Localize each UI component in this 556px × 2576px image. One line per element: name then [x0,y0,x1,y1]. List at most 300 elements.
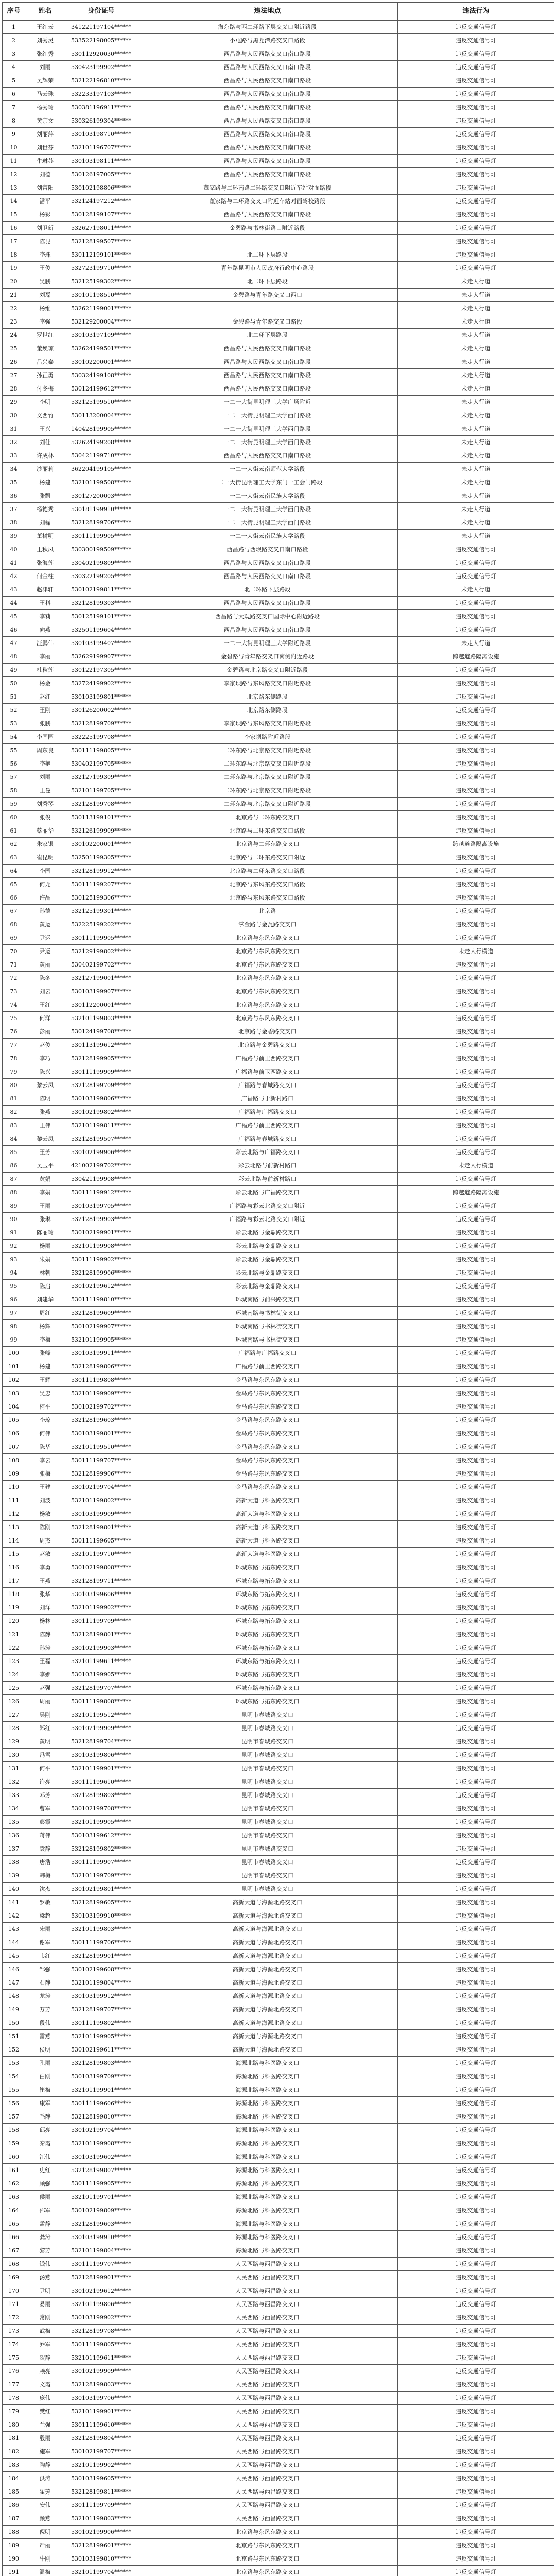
cell-location: 环城南路与书林街交叉口 [137,1320,398,1333]
cell-location: 广福路与于新村路口 [137,1092,398,1106]
cell-id-number: 532627198011****** [65,222,137,235]
cell-id-number: 532101199701****** [65,2191,137,2204]
cell-index: 52 [3,704,25,717]
cell-index: 136 [3,1829,25,1842]
cell-name: 李巧 [25,1052,65,1065]
table-row [3,945,554,958]
table-row [3,1869,554,1883]
table-row [3,1293,554,1307]
cell-index: 100 [3,1347,25,1360]
cell-violation: 违反交通信号灯 [398,1668,554,1682]
cell-id-number: 532128199802****** [65,1842,137,1856]
cell-location: 北京路与二环东路交叉口路段 [137,824,398,838]
cell-id-number: 530111199810****** [65,1293,137,1307]
cell-location: 金马路与东风东路交叉口 [137,1440,398,1454]
table-row [3,717,554,731]
cell-index: 108 [3,1454,25,1467]
table-row [3,1240,554,1253]
cell-name: 赵红 [25,690,65,704]
cell-id-number: 530102199906****** [65,1146,137,1159]
cell-id-number: 530102199901****** [65,1226,137,1240]
cell-id-number: 530402199809****** [65,556,137,570]
cell-location: 环城南路与书林街交叉口 [137,1307,398,1320]
table-row [3,664,554,677]
cell-index: 30 [3,409,25,422]
cell-id-number: 530111199707****** [65,2258,137,2271]
cell-violation: 违反交通信号灯 [398,2311,554,2325]
cell-location: 人民西路与西昌路交叉口 [137,2405,398,2418]
cell-index: 83 [3,1119,25,1132]
cell-name: 钱伟 [25,2258,65,2271]
cell-index: 189 [3,2539,25,2552]
cell-name: 赖亮 [25,2365,65,2378]
cell-violation: 违反交通信号灯 [398,1869,554,1883]
cell-index: 20 [3,275,25,289]
table-row [3,744,554,757]
cell-index: 68 [3,918,25,931]
table-row [3,1521,554,1534]
cell-index: 179 [3,2405,25,2418]
cell-name: 张红秀 [25,47,65,61]
cell-id-number: 532128199906****** [65,1467,137,1481]
cell-violation: 违反交通信号灯 [398,1226,554,1240]
cell-name: 吴鹏 [25,275,65,289]
cell-id-number: 532128199709****** [65,1079,137,1092]
table-row [3,1990,554,2003]
table-row [3,2566,554,2576]
cell-name: 杨敏 [25,1507,65,1521]
cell-index: 42 [3,570,25,583]
cell-location: 环城东路与拓东路交叉口 [137,1574,398,1588]
cell-location: 海东路与西二环路下层交叉口附近路段 [137,21,398,34]
cell-name: 宋丽 [25,1923,65,1936]
cell-violation: 违反交通信号灯 [398,1896,554,1909]
cell-index: 10 [3,141,25,155]
cell-name: 周东良 [25,744,65,757]
cell-index: 134 [3,1802,25,1816]
table-row [3,2418,554,2432]
cell-name: 李莉 [25,610,65,623]
cell-location: 人民西路与西昌路交叉口 [137,2365,398,2378]
table-row [3,1481,554,1494]
cell-location: 海源北路与科医路交叉口 [137,2204,398,2217]
cell-violation: 违反交通信号灯 [398,2405,554,2418]
cell-index: 31 [3,422,25,436]
cell-id-number: 530103199709****** [65,2070,137,2083]
cell-name: 王曼 [25,784,65,798]
table-row [3,396,554,409]
cell-id-number: 532101199811****** [65,1119,137,1132]
cell-name: 孙涛 [25,1641,65,1655]
cell-id-number: 532624199208****** [65,436,137,449]
cell-id-number: 532129199802****** [65,945,137,958]
cell-violation: 未走人行道 [398,449,554,463]
cell-name: 尹运 [25,945,65,958]
cell-location: 广福路与广福路交叉口 [137,1106,398,1119]
cell-violation: 违反交通信号灯 [398,2432,554,2445]
cell-location: 金马路与东风东路交叉口 [137,1374,398,1387]
cell-id-number: 530103199602****** [65,2150,137,2164]
table-row [3,114,554,128]
table-row [3,1400,554,1414]
table-row [3,623,554,637]
cell-violation: 违反交通信号灯 [398,2124,554,2137]
table-row [3,1440,554,1454]
cell-violation: 违反交通信号灯 [398,1682,554,1695]
cell-id-number: 530111199709****** [65,1615,137,1628]
table-row [3,1025,554,1039]
cell-index: 178 [3,2392,25,2405]
cell-index: 18 [3,248,25,262]
cell-id-number: 530111199902****** [65,1253,137,1266]
table-row [3,2392,554,2405]
cell-violation: 违反交通信号灯 [398,1722,554,1735]
cell-index: 89 [3,1199,25,1213]
cell-name: 柯平 [25,1400,65,1414]
table-row [3,463,554,476]
cell-location: 高新大道与海源北路交叉口 [137,1936,398,1950]
cell-index: 41 [3,556,25,570]
cell-violation: 违反交通信号灯 [398,168,554,181]
cell-violation: 违反交通信号灯 [398,664,554,677]
cell-index: 51 [3,690,25,704]
cell-location: 海源北路与科医路交叉口 [137,2191,398,2204]
cell-name: 王红 [25,998,65,1012]
cell-violation: 违反交通信号灯 [398,222,554,235]
cell-location: 西昌路与人民西路交叉口南口路段 [137,597,398,610]
cell-violation: 违反交通信号灯 [398,1574,554,1588]
cell-id-number: 532101199909****** [65,1387,137,1400]
cell-id-number: 532101199901****** [65,2083,137,2097]
cell-violation: 跨越道路隔离设施 [398,650,554,664]
cell-violation: 违反交通信号灯 [398,2150,554,2164]
cell-index: 167 [3,2244,25,2258]
cell-index: 143 [3,1923,25,1936]
cell-index: 60 [3,811,25,824]
cell-index: 118 [3,1588,25,1601]
cell-index: 117 [3,1574,25,1588]
cell-name: 文霞 [25,2378,65,2392]
cell-violation: 违反交通信号灯 [398,1749,554,1762]
cell-location: 金马路与东风东路交叉口 [137,1481,398,1494]
cell-violation: 违反交通信号灯 [398,2244,554,2258]
cell-violation: 违反交通信号灯 [398,1240,554,1253]
cell-name: 冯雪 [25,1749,65,1762]
cell-violation: 违反交通信号灯 [398,905,554,918]
cell-id-number: 530300199509****** [65,543,137,556]
cell-id-number: 530111199912****** [65,1186,137,1199]
cell-violation: 违反交通信号灯 [398,2271,554,2284]
cell-location: 广福路与前卫西路交叉口 [137,1065,398,1079]
cell-name: 何金柱 [25,570,65,583]
cell-id-number: 532126199909****** [65,824,137,838]
cell-index: 183 [3,2459,25,2472]
cell-name: 李园 [25,865,65,878]
cell-index: 132 [3,1775,25,1789]
cell-name: 杨丽 [25,1240,65,1253]
cell-violation: 违反交通信号灯 [398,195,554,208]
cell-name: 刘秀琴 [25,798,65,811]
cell-index: 125 [3,1682,25,1695]
cell-name: 王科 [25,597,65,610]
cell-name: 邓芳 [25,1789,65,1802]
cell-name: 侯丽 [25,2191,65,2204]
table-row [3,1507,554,1521]
cell-location: 海源北路与科医路交叉口 [137,2231,398,2244]
cell-name: 江伟 [25,2150,65,2164]
cell-violation: 未走人行道 [398,503,554,516]
cell-id-number: 530111199808****** [65,1374,137,1387]
cell-index: 177 [3,2378,25,2392]
cell-location: 北京路与东风东路交叉口 [137,2526,398,2539]
table-row [3,1307,554,1320]
cell-index: 93 [3,1253,25,1266]
table-row [3,690,554,704]
cell-index: 166 [3,2231,25,2244]
cell-location: 广福路与前卫西路交叉口 [137,1052,398,1065]
cell-id-number: 532128199711****** [65,1574,137,1588]
cell-index: 163 [3,2191,25,2204]
cell-violation: 违反交通信号灯 [398,1320,554,1333]
cell-index: 28 [3,382,25,396]
cell-location: 高新大道与海源北路交叉口 [137,2003,398,2016]
cell-name: 李艳 [25,757,65,771]
cell-name: 陈刚 [25,1521,65,1534]
cell-violation: 违反交通信号灯 [398,811,554,824]
cell-location: 人民西路与西昌路交叉口 [137,2258,398,2271]
table-row [3,516,554,530]
cell-index: 4 [3,61,25,74]
cell-index: 75 [3,1012,25,1025]
cell-index: 64 [3,865,25,878]
table-row [3,543,554,556]
table-row [3,248,554,262]
table-row [3,2217,554,2231]
cell-name: 庞伟 [25,2392,65,2405]
cell-index: 110 [3,1481,25,1494]
cell-index: 157 [3,2110,25,2124]
cell-location: 西昌路与人民西路交叉口南口路段 [137,47,398,61]
cell-name: 李勇 [25,1561,65,1574]
table-row [3,556,554,570]
cell-violation: 违反交通信号灯 [398,235,554,248]
cell-location: 西昌路与人民西路交叉口南口路段 [137,168,398,181]
cell-location: 彩云北路与金鼎路交叉口 [137,1266,398,1280]
table-row [3,1588,554,1601]
cell-index: 92 [3,1240,25,1253]
table-row [3,905,554,918]
cell-id-number: 530103199801****** [65,1427,137,1440]
cell-name: 陈昆 [25,235,65,248]
cell-violation: 违反交通信号灯 [398,2137,554,2150]
cell-name: 杨林 [25,1615,65,1628]
cell-violation: 违反交通信号灯 [398,1950,554,1963]
table-row [3,1454,554,1467]
cell-name: 周丽 [25,1695,65,1708]
cell-name: 张燕 [25,1106,65,1119]
table-row [3,530,554,543]
cell-violation: 违反交通信号灯 [398,1534,554,1548]
cell-index: 153 [3,2057,25,2070]
cell-name: 汤燕 [25,2271,65,2284]
cell-violation: 违反交通信号灯 [398,61,554,74]
cell-name: 刘丽 [25,771,65,784]
cell-id-number: 530111199606****** [65,2097,137,2110]
cell-id-number: 530111199905****** [65,931,137,945]
cell-location: 昆明市春城路交叉口 [137,1869,398,1883]
cell-violation: 未走人行道 [398,302,554,315]
cell-violation: 违反交通信号灯 [398,2003,554,2016]
cell-location: 金马路与东风东路交叉口 [137,1387,398,1400]
table-row [3,1347,554,1360]
cell-location: 高新大道与科医路交叉口 [137,1507,398,1521]
cell-location: 昆明市春城路交叉口 [137,1708,398,1722]
cell-index: 26 [3,355,25,369]
cell-violation: 未走人行道 [398,476,554,489]
cell-violation: 违反交通信号灯 [398,2016,554,2030]
cell-location: 海源北路与科医路交叉口 [137,2097,398,2110]
cell-location: 西昌路与人民西路交叉口南口路段 [137,61,398,74]
cell-id-number: 530324199108****** [65,369,137,382]
table-row [3,2445,554,2459]
cell-location: 彩云北路与金鼎路交叉口 [137,1240,398,1253]
table-row [3,369,554,382]
cell-location: 广福路与彩云北路交叉口附近 [137,1199,398,1213]
cell-violation: 跨越道路隔离设施 [398,838,554,851]
cell-index: 175 [3,2351,25,2365]
cell-name: 牛琳苏 [25,155,65,168]
table-row [3,985,554,998]
cell-location: 高新大道与海源北路交叉口 [137,1976,398,1990]
cell-index: 190 [3,2552,25,2566]
table-row [3,771,554,784]
cell-location: 北京路与二环东路交叉口路段 [137,865,398,878]
cell-violation: 违反交通信号灯 [398,1307,554,1320]
cell-violation: 违反交通信号灯 [398,1789,554,1802]
cell-index: 61 [3,824,25,838]
cell-violation: 违反交通信号灯 [398,1400,554,1414]
cell-location: 彩云北路与前新村路口 [137,1173,398,1186]
cell-violation: 违反交通信号灯 [398,1548,554,1561]
table-row [3,155,554,168]
cell-location: 高新大道与科医路交叉口 [137,1521,398,1534]
table-row [3,436,554,449]
cell-location: 北京路与东风东路交叉口 [137,1012,398,1025]
cell-violation: 违反交通信号灯 [398,1440,554,1454]
cell-index: 56 [3,757,25,771]
cell-index: 74 [3,998,25,1012]
cell-name: 秦霞 [25,2137,65,2150]
table-row [3,1467,554,1481]
cell-id-number: 530102200001****** [65,355,137,369]
cell-id-number: 532101199804****** [65,1976,137,1990]
cell-name: 邵军 [25,2204,65,2217]
cell-index: 87 [3,1173,25,1186]
cell-violation: 违反交通信号灯 [398,1628,554,1641]
table-row [3,798,554,811]
table-row [3,1789,554,1802]
cell-location: 一二一大街云南师范大学路段 [137,463,398,476]
cell-id-number: 532128199303****** [65,597,137,610]
cell-violation: 违反交通信号灯 [398,543,554,556]
cell-name: 董焕琼 [25,342,65,355]
table-row [3,2244,554,2258]
cell-name: 黄娟 [25,1173,65,1186]
cell-location: 海源北路与科医路交叉口 [137,2070,398,2083]
cell-violation: 违反交通信号灯 [398,1856,554,1869]
cell-location: 一二一大街云南民族大学路段 [137,530,398,543]
cell-index: 95 [3,1280,25,1293]
table-row [3,21,554,34]
cell-location: 高新大道与科医路交叉口 [137,1494,398,1507]
cell-name: 龙涛 [25,1990,65,2003]
cell-name: 曹军 [25,1802,65,1816]
cell-id-number: 530126197005****** [65,168,137,181]
cell-violation: 违反交通信号灯 [398,704,554,717]
cell-violation: 未走人行道 [398,489,554,503]
cell-location: 昆明市春城路交叉口 [137,1789,398,1802]
cell-violation: 未走人行道 [398,355,554,369]
cell-location: 北京路与东风东路交叉口 [137,985,398,998]
cell-location: 一二一大街昆明理工大学西门路段 [137,503,398,516]
cell-name: 康军 [25,2097,65,2110]
cell-location [137,235,398,248]
cell-index: 165 [3,2217,25,2231]
cell-name: 罗世红 [25,329,65,342]
cell-name: 梁超 [25,1909,65,1923]
cell-id-number: 341221197104****** [65,21,137,34]
cell-id-number: 530103199705****** [65,1199,137,1213]
table-row [3,2311,554,2325]
cell-location: 北二环路下层路段 [137,583,398,597]
cell-index: 111 [3,1494,25,1507]
cell-location: 人民西路与西昌路交叉口 [137,2418,398,2432]
cell-id-number: 532128199801****** [65,1521,137,1534]
cell-index: 62 [3,838,25,851]
table-row [3,2271,554,2284]
cell-name: 王建 [25,1481,65,1494]
cell-id-number: 530102199608****** [65,1963,137,1976]
cell-violation: 违反交通信号灯 [398,1936,554,1950]
cell-index: 107 [3,1440,25,1454]
table-row [3,1427,554,1440]
cell-index: 186 [3,2499,25,2512]
cell-location: 人民西路与西昌路交叉口 [137,2392,398,2405]
cell-name: 杨建 [25,476,65,489]
cell-id-number: 530124199708****** [65,1025,137,1039]
cell-location: 二环东路与北京路交叉口附近路段 [137,784,398,798]
cell-id-number: 530102199612****** [65,1280,137,1293]
cell-index: 5 [3,74,25,88]
cell-id-number: 530181199910****** [65,503,137,516]
cell-id-number: 532128199609****** [65,1307,137,1320]
cell-violation: 未走人行道 [398,436,554,449]
cell-index: 158 [3,2124,25,2137]
table-row [3,2351,554,2365]
table-row [3,1494,554,1507]
cell-index: 162 [3,2177,25,2191]
cell-name: 牛刚 [25,2552,65,2566]
cell-location: 人民西路与西昌路交叉口 [137,2459,398,2472]
cell-violation: 违反交通信号灯 [398,1146,554,1159]
table-row [3,88,554,101]
cell-location: 人民西路与西昌路交叉口 [137,2298,398,2311]
cell-location: 西昌路与人民西路交叉口南口路段 [137,355,398,369]
table-row [3,878,554,891]
header-id-number: 身份证号 [65,3,137,21]
cell-index: 130 [3,1749,25,1762]
table-row [3,931,554,945]
